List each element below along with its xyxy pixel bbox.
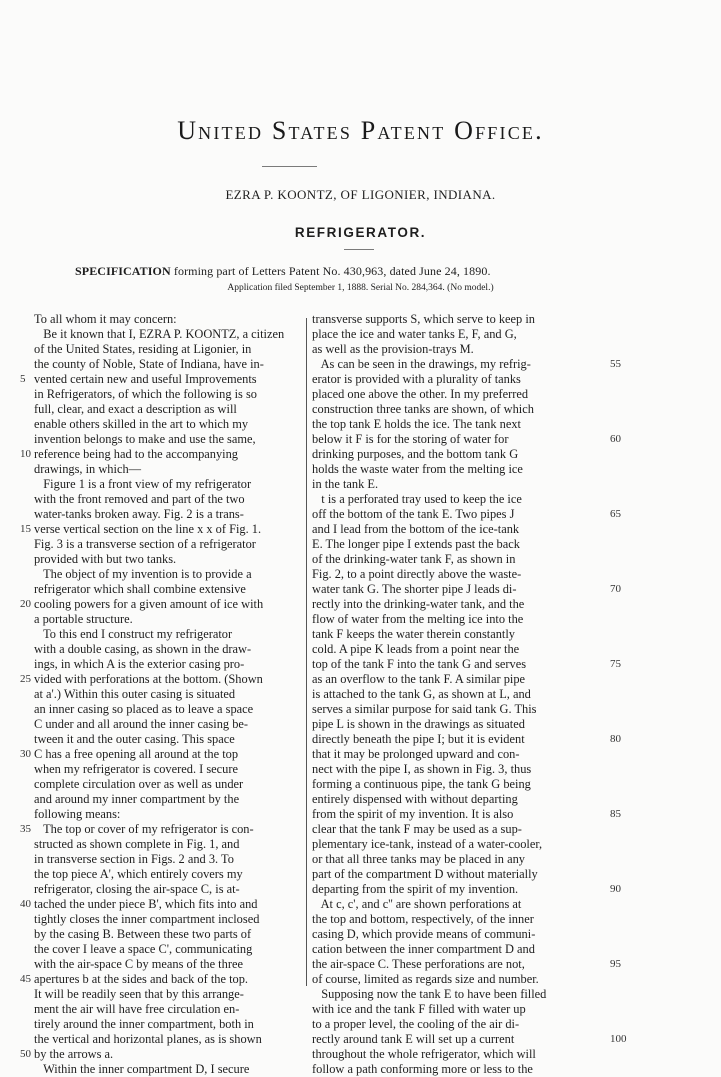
line-text: that it may be prolonged upward and con-	[312, 747, 520, 761]
text-line	[312, 627, 612, 642]
text-line	[312, 582, 621, 597]
line-text: the top piece A', which entirely covers my	[34, 867, 243, 881]
text-line	[312, 1062, 612, 1077]
line-text: drinking purposes, and the bottom tank G	[312, 447, 519, 461]
text-line	[312, 822, 612, 837]
text-line	[312, 402, 612, 417]
text-line	[312, 732, 621, 747]
text-line	[20, 687, 322, 702]
line-text: Supposing now the tank E to have been filled	[312, 987, 547, 1001]
text-line	[312, 807, 621, 822]
line-number: 10	[20, 448, 31, 460]
text-line	[312, 642, 612, 657]
line-text: holds the waste water from the melting ice	[312, 462, 523, 476]
line-text: throughout the whole refrigerator, which will	[312, 1047, 536, 1061]
specification-text: forming part of Letters Patent No. 430,963, dated June 24, 1890.	[173, 264, 491, 278]
line-text: enable others skilled in the art to which my	[34, 417, 249, 431]
line-number: 90	[610, 883, 621, 895]
text-line	[20, 882, 322, 897]
line-text: the cover I leave a space C', communicating	[34, 942, 253, 956]
text-line	[312, 657, 621, 672]
line-text: Fig. 3 is a transverse section of a refrigerator	[34, 537, 256, 551]
text-line	[20, 552, 322, 567]
line-number: 5	[20, 373, 26, 385]
line-number: 75	[610, 658, 621, 670]
line-text: following means:	[34, 807, 121, 821]
line-text: pipe L is shown in the drawings as situated	[312, 717, 525, 731]
line-text: clear that the tank F may be used as a sup-	[312, 822, 522, 836]
text-line	[20, 612, 322, 627]
text-line	[20, 867, 322, 882]
text-line	[312, 522, 612, 537]
line-text: the air-space C. These perforations are not,	[312, 957, 525, 971]
text-line	[312, 612, 612, 627]
text-line	[20, 1017, 322, 1032]
line-text: of the drinking-water tank F, as shown in	[312, 552, 516, 566]
line-text: entirely dispensed with without departing	[312, 792, 518, 806]
line-text: refrigerator which shall combine extensive	[34, 582, 246, 596]
text-line	[312, 927, 612, 942]
text-line	[20, 942, 322, 957]
line-text: tirely around the inner compartment, both in	[34, 1017, 254, 1031]
text-line	[20, 837, 322, 852]
line-text: by the arrows a.	[34, 1047, 114, 1061]
line-text: in the tank E.	[312, 477, 379, 491]
line-text: full, clear, and exact a description as will	[34, 402, 237, 416]
text-line	[20, 1047, 322, 1062]
line-text: and I lead from the bottom of the ice-tank	[312, 522, 520, 536]
text-line	[312, 477, 612, 492]
text-line	[20, 477, 322, 492]
line-text: as an overflow to the tank F. A similar pipe	[312, 672, 526, 686]
text-line	[20, 432, 322, 447]
line-text: as well as the provision-trays M.	[312, 342, 474, 356]
text-line	[20, 387, 322, 402]
text-line	[20, 567, 322, 582]
line-text: Within the inner compartment D, I secure	[34, 1062, 250, 1076]
line-text: or that all three tanks may be placed in any	[312, 852, 525, 866]
text-line	[312, 552, 612, 567]
line-text: with ice and the tank F filled with water up	[312, 1002, 526, 1016]
line-text: when my refrigerator is covered. I secure	[34, 762, 239, 776]
line-text: the top tank E holds the ice. The tank next	[312, 417, 521, 431]
line-text: tightly closes the inner compartment inclosed	[34, 912, 260, 926]
invention-divider	[344, 249, 374, 250]
text-line	[20, 912, 322, 927]
line-text: the vertical and horizontal planes, as is shown	[34, 1032, 262, 1046]
text-line	[312, 342, 612, 357]
text-line	[312, 462, 612, 477]
text-line	[20, 732, 322, 747]
text-line	[20, 597, 322, 612]
line-text: by the casing B. Between these two parts of	[34, 927, 252, 941]
text-line	[20, 522, 322, 537]
line-text: water-tanks broken away. Fig. 2 is a trans-	[34, 507, 244, 521]
line-text: vented certain new and useful Improvements	[34, 372, 257, 386]
text-line	[312, 1032, 627, 1047]
text-line	[312, 492, 612, 507]
text-line	[20, 972, 322, 987]
line-text: top of the tank F into the tank G and serves	[312, 657, 527, 671]
line-text: forming a continuous pipe, the tank G being	[312, 777, 531, 791]
line-number: 20	[20, 598, 31, 610]
text-line	[312, 897, 612, 912]
line-text: with the air-space C by means of the three	[34, 957, 243, 971]
line-text: with a double casing, as shown in the draw-	[34, 642, 252, 656]
title-divider	[262, 166, 317, 167]
invention-title: REFRIGERATOR.	[294, 225, 427, 240]
text-line	[312, 687, 612, 702]
line-text: E. The longer pipe I extends past the back	[312, 537, 520, 551]
line-text: The object of my invention is to provide a	[34, 567, 252, 581]
text-line	[312, 942, 612, 957]
text-line	[312, 972, 612, 987]
specification-line	[75, 264, 695, 279]
text-line	[312, 987, 612, 1002]
text-line	[20, 807, 322, 822]
line-text: Fig. 2, to a point directly above the waste-	[312, 567, 522, 581]
text-line	[312, 537, 612, 552]
line-text: To this end I construct my refrigerator	[34, 627, 233, 641]
text-line	[20, 402, 322, 417]
line-text: is attached to the tank G, as shown at L, and	[312, 687, 531, 701]
text-line	[312, 447, 612, 462]
line-text: departing from the spirit of my invention.	[312, 882, 519, 896]
text-line	[312, 567, 612, 582]
text-line	[20, 627, 322, 642]
text-line	[312, 672, 612, 687]
text-line	[20, 762, 322, 777]
line-text: from the spirit of my invention. It is also	[312, 807, 514, 821]
text-line	[312, 957, 621, 972]
line-text: at a'.) Within this outer casing is situated	[34, 687, 236, 701]
line-text: Be it known that I, EZRA P. KOONTZ, a citizen	[34, 327, 285, 341]
line-text: below it F is for the storing of water for	[312, 432, 509, 446]
line-text: Figure 1 is a front view of my refrigerator	[34, 477, 252, 491]
line-text: a portable structure.	[34, 612, 133, 626]
text-line	[20, 642, 322, 657]
text-line	[312, 792, 612, 807]
line-text: apertures b at the sides and back of the top.	[34, 972, 249, 986]
line-number: 70	[610, 583, 621, 595]
line-text: At c, c', and c'' are shown perforations at	[312, 897, 522, 911]
text-line	[312, 1002, 612, 1017]
line-number: 85	[610, 808, 621, 820]
line-text: of course, limited as regards size and number.	[312, 972, 539, 986]
text-line	[20, 582, 322, 597]
text-line	[312, 702, 612, 717]
text-line	[20, 447, 322, 462]
inventor-line: EZRA P. KOONTZ, OF LIGONIER, INDIANA.	[225, 187, 496, 202]
text-line	[20, 927, 322, 942]
line-text: casing D, which provide means of communi-	[312, 927, 536, 941]
text-line	[20, 1002, 322, 1017]
specification-label: SPECIFICATION	[75, 264, 171, 278]
line-number: 60	[610, 433, 621, 445]
line-text: of the United States, residing at Ligonier, in	[34, 342, 252, 356]
text-line	[312, 327, 612, 342]
text-line	[20, 897, 322, 912]
line-text: with the front removed and part of the two	[34, 492, 245, 506]
text-line	[20, 372, 322, 387]
text-line	[312, 882, 621, 897]
text-line	[20, 717, 322, 732]
text-line	[312, 837, 612, 852]
text-line	[20, 492, 322, 507]
line-text: transverse supports S, which serve to keep in	[312, 312, 535, 326]
line-text: verse vertical section on the line x x of Fig. 1.	[34, 522, 262, 536]
text-line	[312, 777, 612, 792]
line-text: tank F keeps the water therein constantly	[312, 627, 516, 641]
line-text: It will be readily seen that by this arrange-	[34, 987, 244, 1001]
line-text: placed one above the other. In my preferred	[312, 387, 529, 401]
line-text: C under and all around the inner casing be-	[34, 717, 249, 731]
text-line	[20, 537, 322, 552]
line-text: rectly around tank E will set up a current	[312, 1032, 515, 1046]
text-line	[20, 657, 322, 672]
line-text: tween it and the outer casing. This space	[34, 732, 235, 746]
line-text: rectly into the drinking-water tank, and the	[312, 597, 525, 611]
line-text: To all whom it may concern:	[34, 312, 177, 326]
line-number: 35	[20, 823, 31, 835]
line-text: the county of Noble, State of Indiana, have in-	[34, 357, 264, 371]
line-text: ings, in which A is the exterior casing pro-	[34, 657, 245, 671]
line-text: tached the under piece B', which fits into and	[34, 897, 258, 911]
text-line	[312, 1047, 612, 1062]
line-text: complete circulation over as well as under	[34, 777, 244, 791]
text-line	[20, 957, 322, 972]
line-text: reference being had to the accompanying	[34, 447, 239, 461]
line-text: C has a free opening all around at the top	[34, 747, 239, 761]
line-text: an inner casing so placed as to leave a space	[34, 702, 254, 716]
text-line	[20, 1032, 322, 1047]
line-text: The top or cover of my refrigerator is con-	[34, 822, 254, 836]
text-line	[312, 357, 621, 372]
line-text: ment the air will have free circulation en-	[34, 1002, 240, 1016]
line-text: in Refrigerators, of which the following is so	[34, 387, 257, 401]
line-number: 15	[20, 523, 31, 535]
text-line	[20, 702, 322, 717]
line-number: 100	[610, 1033, 627, 1045]
line-text: place the ice and water tanks E, F, and G,	[312, 327, 517, 341]
line-number: 50	[20, 1048, 31, 1060]
line-number: 80	[610, 733, 621, 745]
line-text: part of the compartment D without materially	[312, 867, 538, 881]
text-line	[312, 372, 612, 387]
line-text: to a proper level, the cooling of the air di-	[312, 1017, 520, 1031]
line-text: construction three tanks are shown, of which	[312, 402, 534, 416]
text-line	[312, 912, 612, 927]
text-line	[312, 312, 612, 327]
line-text: serves a similar purpose for said tank G. This	[312, 702, 537, 716]
text-line	[20, 462, 322, 477]
line-text: t is a perforated tray used to keep the ice	[312, 492, 522, 506]
line-number: 95	[610, 958, 621, 970]
line-text: erator is provided with a plurality of tanks	[312, 372, 521, 386]
line-text: structed as shown complete in Fig. 1, and	[34, 837, 240, 851]
text-line	[20, 312, 322, 327]
line-text: refrigerator, closing the air-space C, is at-	[34, 882, 240, 896]
text-line	[312, 432, 621, 447]
line-number: 45	[20, 973, 31, 985]
line-text: cation between the inner compartment D and	[312, 942, 535, 956]
line-text: in transverse section in Figs. 2 and 3. To	[34, 852, 234, 866]
line-text: nect with the pipe I, as shown in Fig. 3, thus	[312, 762, 532, 776]
line-number: 40	[20, 898, 31, 910]
text-line	[20, 852, 322, 867]
text-line	[312, 507, 621, 522]
text-line	[312, 387, 612, 402]
application-line: Application filed September 1, 1888. Serial No. 284,364. (No model.)	[227, 283, 494, 293]
text-line	[20, 822, 322, 837]
text-line	[312, 597, 612, 612]
text-line	[312, 852, 612, 867]
line-text: off the bottom of the tank E. Two pipes J	[312, 507, 515, 521]
line-text: provided with but two tanks.	[34, 552, 177, 566]
line-text: vided with perforations at the bottom. (Shown	[34, 672, 263, 686]
line-text: follow a path conforming more or less to the	[312, 1062, 533, 1076]
line-text: flow of water from the melting ice into the	[312, 612, 524, 626]
line-text: the top and bottom, respectively, of the inner	[312, 912, 534, 926]
text-line	[20, 417, 322, 432]
line-number: 25	[20, 673, 31, 685]
text-line	[312, 1017, 612, 1032]
line-text: water tank G. The shorter pipe J leads di-	[312, 582, 517, 596]
right-column	[312, 312, 627, 1077]
left-column	[20, 312, 322, 1077]
text-line	[20, 777, 322, 792]
text-line	[20, 987, 322, 1002]
line-text: directly beneath the pipe I; but it is evident	[312, 732, 525, 746]
text-line	[20, 357, 322, 372]
line-text: cooling powers for a given amount of ice with	[34, 597, 264, 611]
text-line	[312, 717, 612, 732]
text-line	[20, 792, 322, 807]
text-line	[20, 327, 322, 342]
line-text: invention belongs to make and use the same,	[34, 432, 256, 446]
text-line	[312, 762, 612, 777]
text-line	[312, 417, 612, 432]
line-number: 65	[610, 508, 621, 520]
line-text: cold. A pipe K leads from a point near the	[312, 642, 520, 656]
text-line	[20, 672, 322, 687]
line-number: 30	[20, 748, 31, 760]
line-number: 55	[610, 358, 621, 370]
text-line	[312, 747, 612, 762]
text-line	[20, 342, 322, 357]
line-text: plementary ice-tank, instead of a water-cooler,	[312, 837, 543, 851]
office-title: United States Patent Office.	[177, 116, 544, 145]
text-line	[20, 507, 322, 522]
line-text: drawings, in which—	[34, 462, 142, 476]
line-text: and around my inner compartment by the	[34, 792, 240, 806]
text-line	[20, 1062, 322, 1077]
text-line	[312, 867, 612, 882]
line-text: As can be seen in the drawings, my refrig-	[312, 357, 531, 371]
column-divider	[306, 318, 307, 986]
text-line	[20, 747, 322, 762]
